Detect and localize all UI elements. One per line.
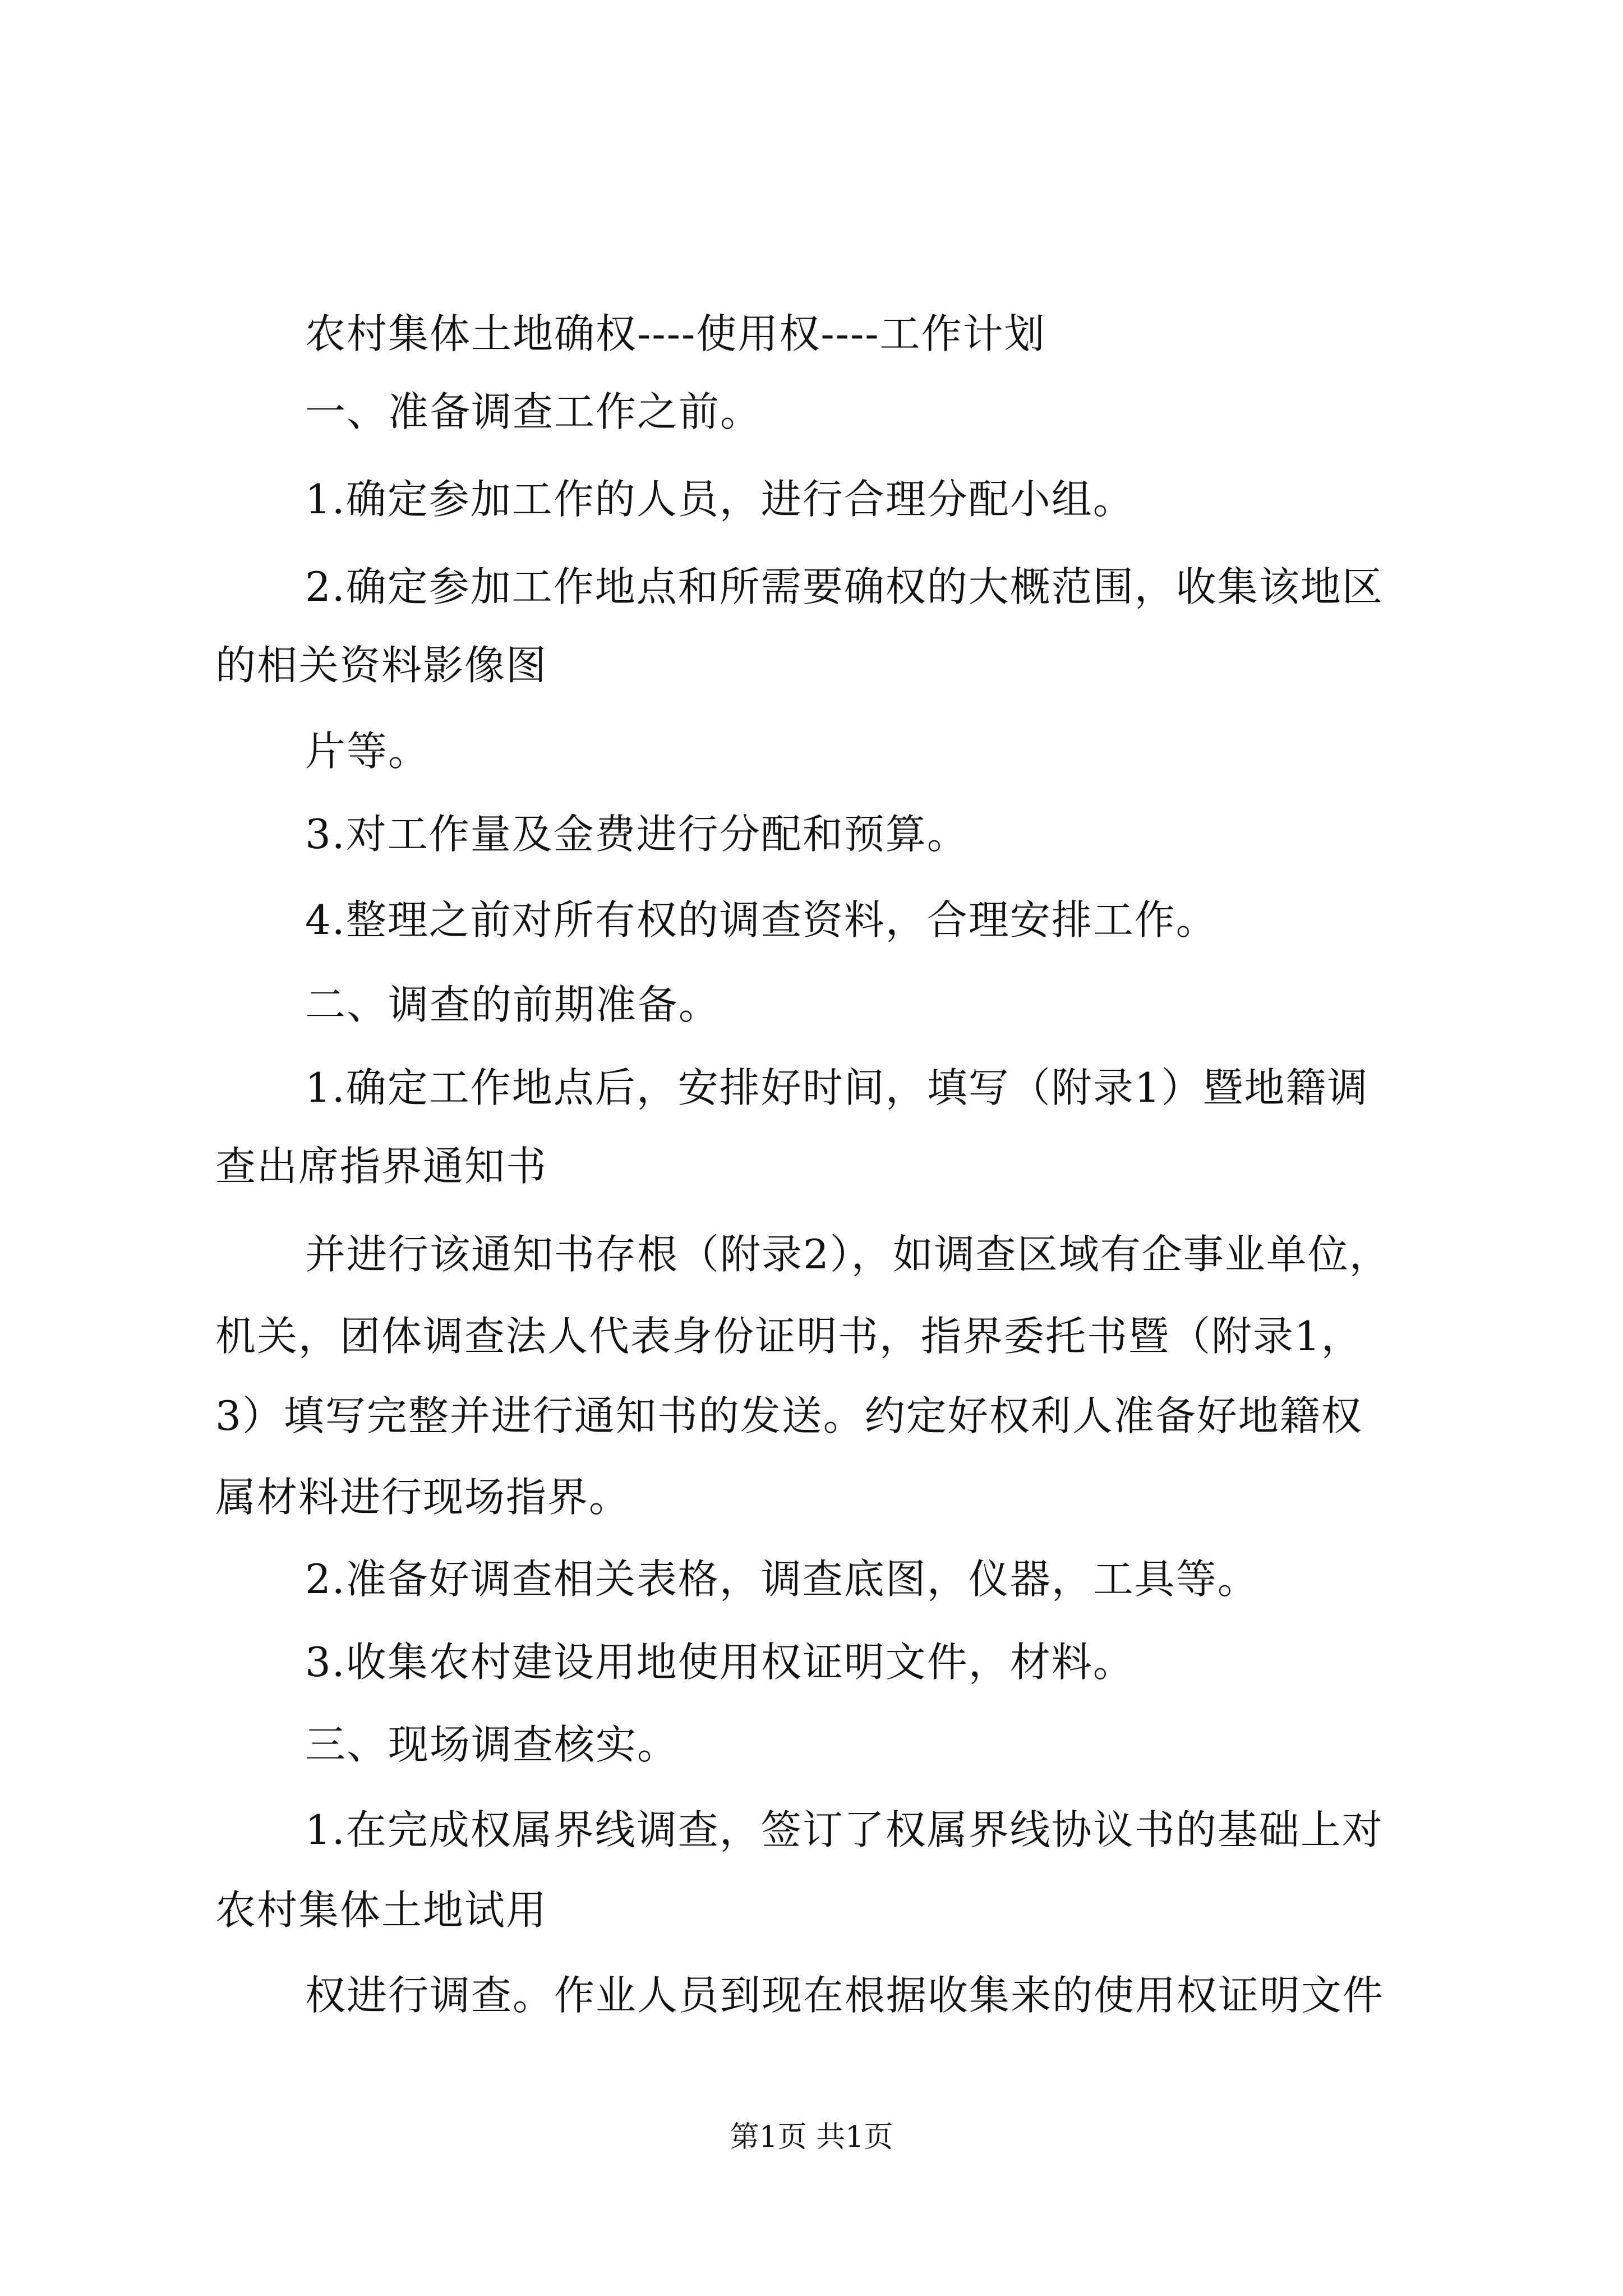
page-footer: 第1页 共1页	[730, 2120, 893, 2154]
paragraph-line: 1.在完成权属界线调查，签订了权属界线协议书的基础上对	[305, 1806, 1384, 1853]
paragraph-line: 权进行调查。作业人员到现在根据收集来的使用权证明文件	[305, 1972, 1385, 2019]
paragraph-line: 4.整理之前对所有权的调查资料，合理安排工作。	[305, 896, 1218, 944]
paragraph-line: 3.对工作量及金费进行分配和预算。	[305, 811, 969, 858]
paragraph-line: 机关，团体调查法人代表身份证明书，指界委托书暨（附录1，	[215, 1313, 1363, 1360]
paragraph-line: 1.确定参加工作的人员，进行合理分配小组。	[305, 476, 1135, 523]
paragraph-line: 3.收集农村建设用地使用权证明文件，材料。	[305, 1639, 1135, 1686]
section-heading: 二、调查的前期准备。	[305, 981, 721, 1028]
paragraph-line: 1.确定工作地点后，安排好时间，填写（附录1）暨地籍调	[305, 1064, 1369, 1111]
document-title: 农村集体土地确权----使用权----工作计划	[305, 310, 1046, 357]
paragraph-line: 片等。	[305, 728, 430, 775]
paragraph-line: 并进行该通知书存根（附录2），如调查区域有企事业单位，	[305, 1231, 1391, 1278]
paragraph-line: 2.确定参加工作地点和所需要确权的大概范围，收集该地区	[305, 563, 1384, 610]
paragraph-line: 2.准备好调查相关表格，调查底图，仪器，工具等。	[305, 1556, 1259, 1603]
paragraph-line: 的相关资料影像图	[215, 642, 548, 689]
paragraph-line: 属材料进行现场指界。	[215, 1474, 631, 1521]
paragraph-line: 3）填写完整并进行通知书的发送。约定好权利人准备好地籍权	[215, 1392, 1363, 1439]
paragraph-line: 查出席指界通知书	[215, 1143, 548, 1190]
section-heading: 一、准备调查工作之前。	[305, 388, 762, 435]
section-heading: 三、现场调查核实。	[305, 1721, 679, 1768]
paragraph-line: 农村集体土地试用	[215, 1887, 548, 1934]
